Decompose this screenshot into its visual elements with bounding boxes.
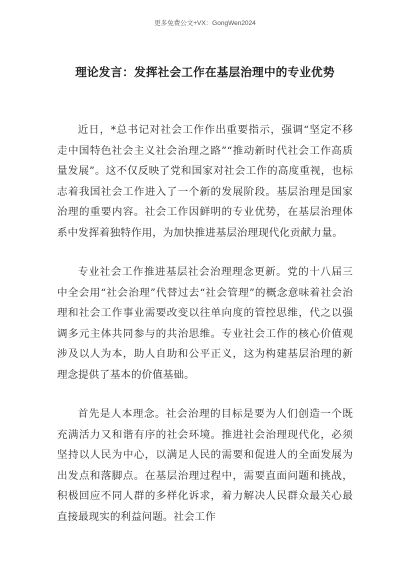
document-body: [57, 120, 353, 546]
document-title: 理论发言：发挥社会工作在基层治理中的专业优势: [75, 65, 335, 79]
header-note: 更多免费公文+VX：GongWen2024: [154, 20, 256, 27]
paragraph-2: 专业社会工作推进基层社会治理理念更新。党的十八届三中全会用“社会治理”代替过去“社会管理”的概念意味着社会治理和社会工作事业需要改变以往单向度的管控思维，代之以强调多元主体共同参与的共治思维。专业社会工作的核心价值观涉及以人为本，助人自助和公平正义，这为构建基层治理的新理念提供了基本的价值基础。: [57, 266, 353, 381]
paragraph-3: 首先是人本理念。社会治理的目标是要为人们创造一个既充满活力又和谐有序的社会环境。推进社会治理现代化，必须坚持以人民为中心，以满足人民的需要和促进人的全面发展为出发点和落脚点。在基层治理过程中，需要直面问题和挑战，积极回应不同人群的多样化诉求，着力解决人民群众最关心最直接最现实的利益问题。社会工作: [57, 408, 353, 523]
paragraph-1: 近日，*总书记对社会工作作出重要指示，强调“坚定不移走中国特色社会主义社会治理之路”“推动新时代社会工作高质量发展”。这不仅反映了党和国家对社会工作的高度重视，也标志着我国社会工作进入了一个新的发展阶段。基层治理是国家治理的重要内容。社会工作因鲜明的专业优势，在基层治理体系中发挥着独特作用，为加快推进基层治理现代化贡献力量。: [57, 124, 353, 239]
